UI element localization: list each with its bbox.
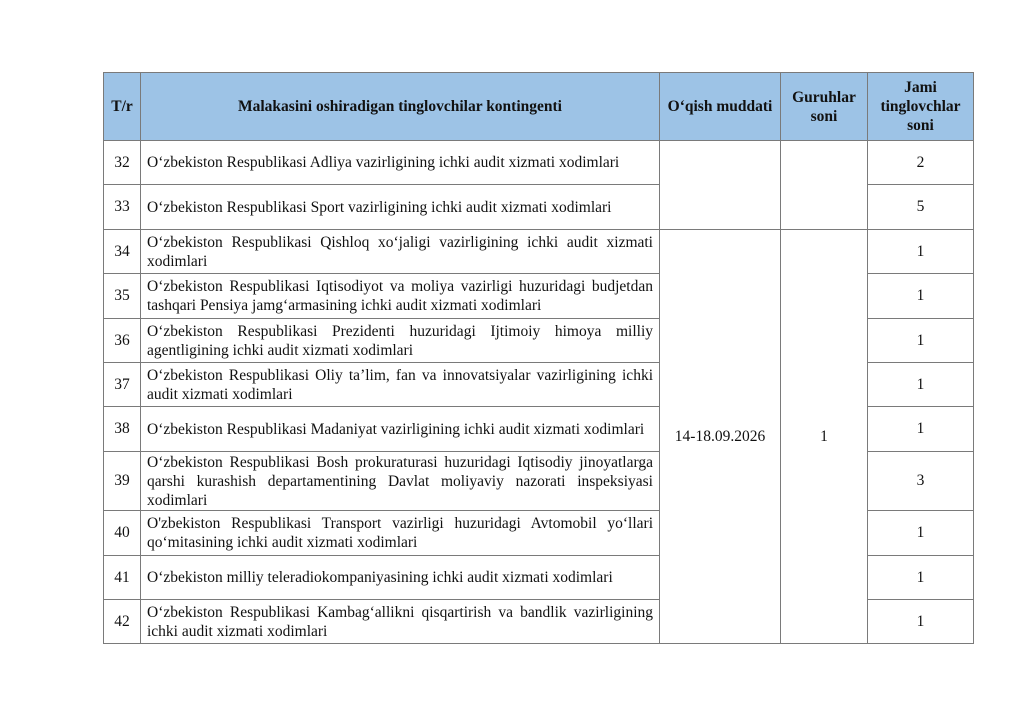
- row-contingent: O'zbekiston Respublikasi Transport vazirligi huzuridagi Avtomobil yo‘llari qo‘mitasining ichki audit xizmati xodimlari: [141, 511, 660, 556]
- row-total: 1: [868, 274, 974, 319]
- row-total: 1: [868, 600, 974, 644]
- row-number: 32: [104, 141, 141, 185]
- row-number: 37: [104, 363, 141, 407]
- row-number: 39: [104, 452, 141, 511]
- row-number: 40: [104, 511, 141, 556]
- header-contingent: Malakasini oshiradigan tinglovchilar kontingenti: [141, 73, 660, 141]
- row-number: 38: [104, 407, 141, 452]
- row-contingent: O‘zbekiston Respublikasi Bosh prokuraturasi huzuridagi Iqtisodiy jinoyatlarga qarshi kurashish departamentining Davlat moliyaviy nazorati inspeksiyasi xodimlari: [141, 452, 660, 511]
- training-schedule-table: [103, 72, 974, 644]
- row-contingent: O‘zbekiston Respublikasi Madaniyat vazirligining ichki audit xizmati xodimlari: [141, 407, 660, 452]
- header-study-period: O‘qish muddati: [660, 73, 781, 141]
- table-row: [104, 141, 974, 185]
- row-number: 36: [104, 319, 141, 363]
- study-period-cell: 14-18.09.2026: [660, 230, 781, 644]
- row-total: 2: [868, 141, 974, 185]
- header-group-count: Guruhlar soni: [781, 73, 868, 141]
- row-total: 1: [868, 407, 974, 452]
- row-number: 34: [104, 230, 141, 274]
- row-total: 5: [868, 185, 974, 230]
- row-period-empty: [660, 141, 781, 230]
- row-contingent: O‘zbekiston Respublikasi Adliya vazirligining ichki audit xizmati xodimlari: [141, 141, 660, 185]
- table-header-row: [104, 73, 974, 141]
- row-number: 41: [104, 556, 141, 600]
- row-contingent: O‘zbekiston Respublikasi Prezidenti huzuridagi Ijtimoiy himoya milliy agentligining ichki audit xizmati xodimlari: [141, 319, 660, 363]
- row-total: 1: [868, 556, 974, 600]
- row-number: 42: [104, 600, 141, 644]
- row-total: 3: [868, 452, 974, 511]
- row-contingent: O‘zbekiston Respublikasi Iqtisodiyot va moliya vazirligi huzuridagi budjetdan tashqari Pensiya jamg‘armasining ichki audit xizmati xodimlari: [141, 274, 660, 319]
- row-contingent: O‘zbekiston Respublikasi Oliy ta’lim, fan va innovatsiyalar vazirligining ichki audit xizmati xodimlari: [141, 363, 660, 407]
- row-total: 1: [868, 363, 974, 407]
- row-number: 33: [104, 185, 141, 230]
- table-row: [104, 230, 974, 274]
- row-contingent: O‘zbekiston milliy teleradiokompaniyasining ichki audit xizmati xodimlari: [141, 556, 660, 600]
- row-number: 35: [104, 274, 141, 319]
- row-contingent: O‘zbekiston Respublikasi Kambag‘allikni qisqartirish va bandlik vazirligining ichki audit xizmati xodimlari: [141, 600, 660, 644]
- row-total: 1: [868, 319, 974, 363]
- row-total: 1: [868, 230, 974, 274]
- header-row-number: T/r: [104, 73, 141, 141]
- row-contingent: O‘zbekiston Respublikasi Sport vazirligining ichki audit xizmati xodimlari: [141, 185, 660, 230]
- row-total: 1: [868, 511, 974, 556]
- group-count-cell: 1: [781, 230, 868, 644]
- header-total-listeners: Jami tinglovchlar soni: [868, 73, 974, 141]
- row-contingent: O‘zbekiston Respublikasi Qishloq xo‘jaligi vazirligining ichki audit xizmati xodimlari: [141, 230, 660, 274]
- row-groups-empty: [781, 141, 868, 230]
